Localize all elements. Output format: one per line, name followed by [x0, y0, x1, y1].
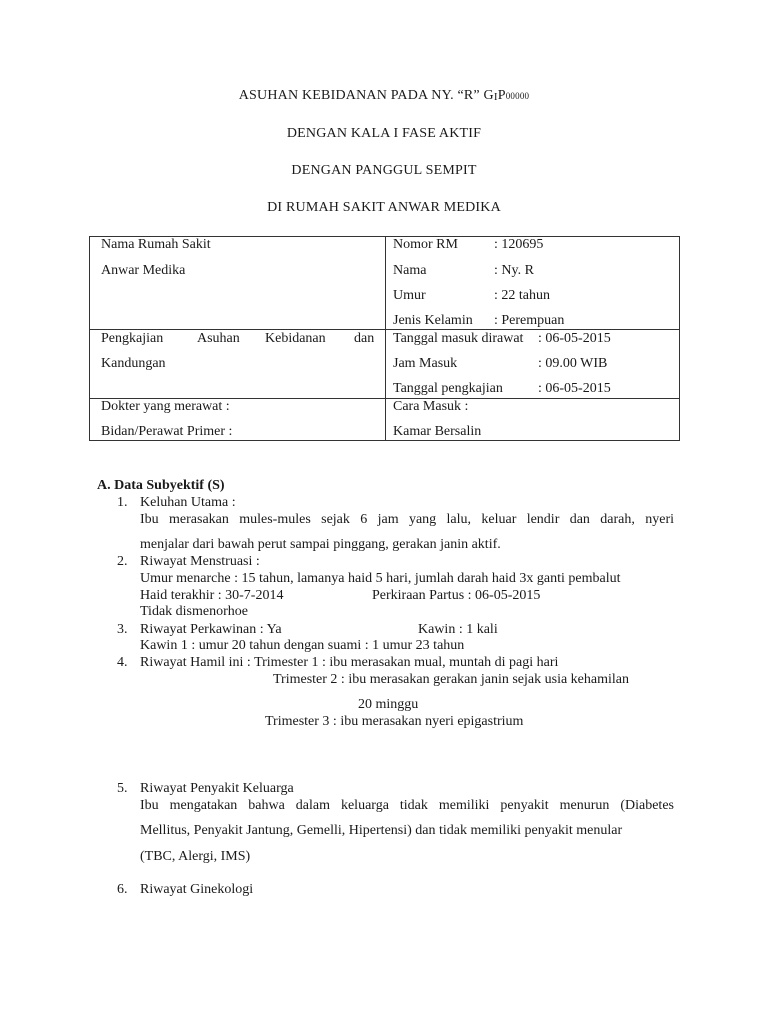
item-4-number: 4. [117, 655, 128, 670]
title-line-3: DENGAN PANGGUL SEMPIT [291, 163, 477, 178]
rm-value: : 120695 [494, 237, 544, 252]
name-value: : Ny. R [494, 263, 534, 278]
item-2-line-3: Tidak dismenorhoe [140, 604, 248, 619]
hospital-label: Nama Rumah Sakit [101, 237, 211, 252]
item-6-title: Riwayat Ginekologi [140, 882, 254, 897]
table-bottom-border [89, 440, 680, 441]
item-1-line-2: menjalar dari bawah perut sampai pinggang, gerakan janin aktif. [140, 537, 501, 552]
item-4-line-3: Trimester 3 : ibu merasakan nyeri epigastrium [265, 714, 524, 729]
admit-time-value: : 09.00 WIB [538, 356, 608, 371]
name-label: Nama [393, 263, 427, 278]
title-p: P [497, 88, 506, 103]
section-a-title: A. Data Subyektif (S) [97, 478, 225, 493]
item-4-title: Riwayat Hamil ini : Trimester 1 : ibu merasakan mual, muntah di pagi hari [140, 655, 559, 670]
title-line-4: DI RUMAH SAKIT ANWAR MEDIKA [267, 200, 501, 215]
entry-method-value: Kamar Bersalin [393, 424, 482, 439]
title-p-index: 00000 [505, 91, 530, 101]
title-line-2: DENGAN KALA I FASE AKTIF [286, 126, 482, 141]
item-4-line-2: 20 minggu [358, 697, 419, 712]
hospital-name: Anwar Medika [101, 263, 186, 278]
item-3-title: Riwayat Perkawinan : Ya [140, 622, 282, 637]
item-5-line-1: Ibu mengatakan bahwa dalam keluarga tidak memiliki penyakit menurun (Diabetes [140, 798, 674, 813]
item-6-number: 6. [117, 882, 128, 897]
item-5-line-2: Mellitus, Penyakit Jantung, Gemelli, Hipertensi) dan tidak memiliki penyakit menular [140, 823, 623, 838]
midwife-label: Bidan/Perawat Primer : [101, 424, 233, 439]
doctor-label: Dokter yang merawat : [101, 399, 230, 414]
item-3-line-1: Kawin 1 : umur 20 tahun dengan suami : 1 umur 23 tahun [140, 638, 465, 653]
assessment-word-4: dan [354, 331, 375, 346]
item-2-line-1: Umur menarche : 15 tahun, lamanya haid 5 hari, jumlah darah haid 3x ganti pembalut [140, 571, 621, 586]
item-5-line-3: (TBC, Alergi, IMS) [140, 849, 251, 864]
item-2-number: 2. [117, 554, 128, 569]
item-5-title: Riwayat Penyakit Keluarga [140, 781, 294, 796]
title-g-index: I [493, 91, 498, 103]
title-line-1 [0, 88, 768, 104]
assessment-date-label: Tanggal pengkajian [393, 381, 503, 396]
assessment-line-2: Kandungan [101, 356, 166, 371]
item-1-title: Keluhan Utama : [140, 495, 236, 510]
item-2-title: Riwayat Menstruasi : [140, 554, 260, 569]
gender-value: : Perempuan [494, 313, 565, 328]
gender-label: Jenis Kelamin [393, 313, 473, 328]
item-5-number: 5. [117, 781, 128, 796]
assessment-word-2: Asuhan [197, 331, 240, 346]
item-2-due-date: Perkiraan Partus : 06-05-2015 [372, 588, 541, 603]
item-2-last-period: Haid terakhir : 30-7-2014 [140, 588, 284, 603]
title-main: ASUHAN KEBIDANAN PADA NY. “R” G [238, 88, 494, 103]
admit-date-label: Tanggal masuk dirawat [393, 331, 524, 346]
admit-date-value: : 06-05-2015 [538, 331, 611, 346]
rm-label: Nomor RM [393, 237, 458, 252]
item-4-line-1: Trimester 2 : ibu merasakan gerakan janin sejak usia kehamilan [273, 672, 629, 687]
item-1-number: 1. [117, 495, 128, 510]
admit-time-label: Jam Masuk [393, 356, 458, 371]
item-1-line-1: Ibu merasakan mules-mules sejak 6 jam yang lalu, keluar lendir dan darah, nyeri [140, 512, 674, 527]
assessment-date-value: : 06-05-2015 [538, 381, 611, 396]
item-3-number: 3. [117, 622, 128, 637]
assessment-word-1: Pengkajian [101, 331, 164, 346]
age-label: Umur [393, 288, 426, 303]
entry-method-label: Cara Masuk : [393, 399, 469, 414]
item-3-marriage-count: Kawin : 1 kali [418, 622, 498, 637]
age-value: : 22 tahun [494, 288, 550, 303]
table-column-divider [385, 236, 386, 440]
assessment-word-3: Kebidanan [265, 331, 326, 346]
